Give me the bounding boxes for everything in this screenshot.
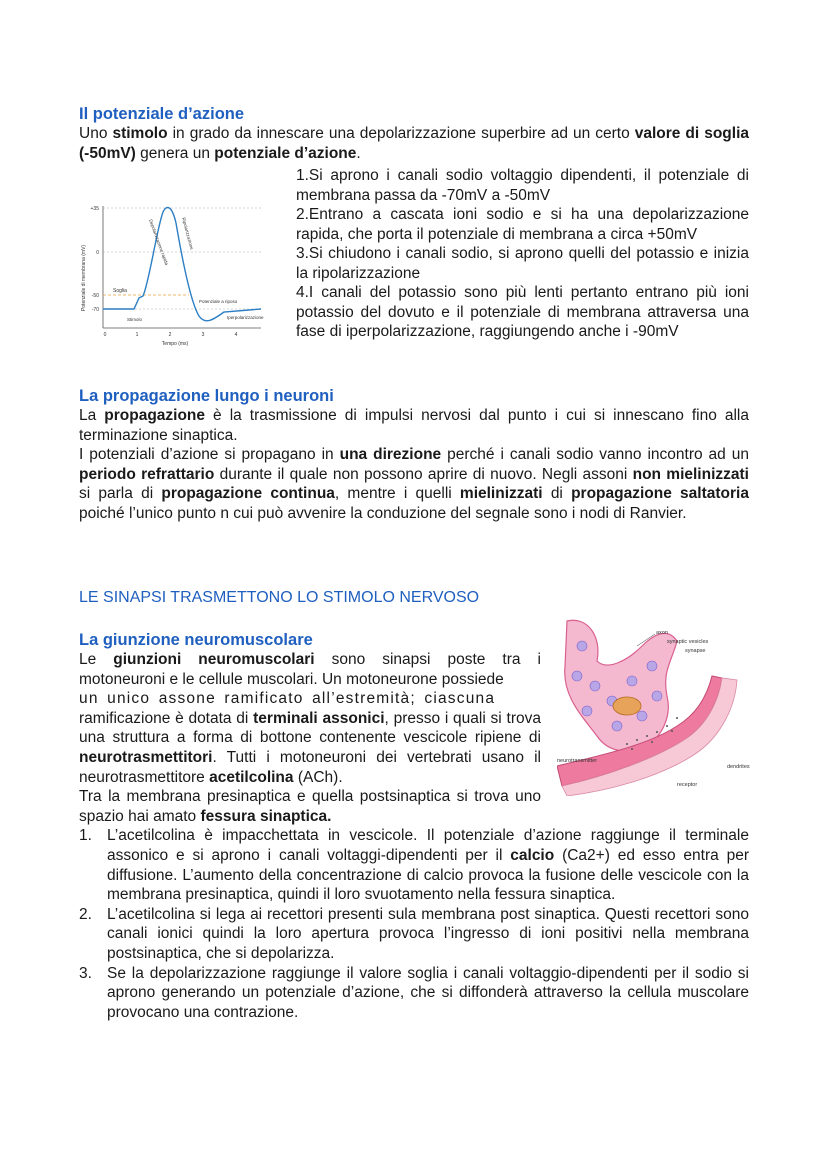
text: Le xyxy=(79,651,114,668)
bold-text: stimolo xyxy=(112,125,168,142)
text: (Ca2+) ed esso entra per diffusione. L’aumento della concentrazione di calcio provoca la fusione delle vescicole con la membrana presinaptica, quindi il loro svuotamento nella fessura sinaptica. xyxy=(107,846,749,904)
text: ramificazione è dotata di xyxy=(79,709,254,727)
text: . Tutti i motoneuroni dei vertebrati usano il neurotrasmettitore xyxy=(79,748,541,786)
text: Uno xyxy=(79,125,113,142)
section-title: La giunzione neuromuscolare xyxy=(79,631,313,649)
list-item xyxy=(79,905,749,964)
y-tick-label: +35 xyxy=(90,206,99,212)
text: durante il quale non possono aprire di nuovo. Negli assoni xyxy=(214,465,633,483)
stimulus-label: Stimolo xyxy=(127,317,143,322)
neurotransmitter-label: neurotransmitter xyxy=(557,758,598,764)
text: L’acetilcolina è impacchettata in vescicole. Il potenziale d’azione raggiunge il terminale assonico e si aprono i canali voltaggi-dipendenti per il xyxy=(107,827,749,864)
list-number: 2. xyxy=(79,905,92,923)
x-axis-label: Tempo (ms) xyxy=(161,341,189,347)
section-title: LE SINAPSI TRASMETTONO LO STIMOLO NERVOSO xyxy=(79,589,480,606)
list-number: 3. xyxy=(79,964,92,982)
bold-text: (-50mV) xyxy=(79,144,136,162)
paragraph xyxy=(79,406,749,445)
axon-label: axon xyxy=(656,630,668,636)
junction-intro xyxy=(79,630,541,826)
text: si parla di xyxy=(79,485,162,503)
step-paragraph: 1.Si aprono i canali sodio voltaggio dipendenti, il potenziale di membrana passa da -70mV a -50mV xyxy=(296,167,749,204)
dendrites-label: dendrites xyxy=(727,764,750,770)
text: sono sinapsi poste tra i motoneuroni e le cellule muscolari. Un motoneurone possiede xyxy=(79,651,541,688)
text: di xyxy=(542,485,572,503)
text: in grado da innescare una depolarizzazione superbire ad un certo xyxy=(167,125,635,142)
text: I potenziali d’azione si propagano in xyxy=(79,446,340,464)
y-tick-label: -50 xyxy=(91,293,99,299)
vesicles-label: synaptic vesicles xyxy=(667,639,709,645)
x-tick-label: 3 xyxy=(201,332,205,338)
hyperpolarization-label: Iperpolarizzazione xyxy=(227,315,264,320)
x-tick-label: 1 xyxy=(135,332,139,338)
section-synapses xyxy=(79,588,749,608)
step-paragraph: 4.I canali del potassio sono più lenti pertanto entrano più ioni potassio del dovuto e il potenziale di membrana attraversa una fase di iperpolarizzazione, raggiungendo anche i -90mV xyxy=(296,284,749,340)
bold-text: valore di soglia xyxy=(634,125,749,142)
paragraph-line: un unico assone ramificato all’estremità; ciascuna xyxy=(79,690,496,708)
junction-steps xyxy=(79,826,749,1022)
section-title: La propagazione lungo i neuroni xyxy=(79,387,334,405)
section-neuromuscular-junction xyxy=(79,630,749,1022)
step-paragraph: 3.Si chiudono i canali sodio, si aprono quelli del potassio e inizia la ripolarizzazione xyxy=(296,245,749,282)
text: Se la depolarizzazione raggiunge il valore soglia i canali voltaggio-dipendenti per il sodio si aprono generando un potenziale d’azione, che si diffonderà attraverso la cellula muscolare provocano una contrazione. xyxy=(107,964,749,1021)
paragraph xyxy=(79,650,541,689)
bold-text: una direzione xyxy=(339,446,442,464)
step-paragraph: 2.Entrano a cascata ioni sodio e si ha una depolarizzazione rapida, che porta il potenziale di membrana a circa +50mV xyxy=(296,206,749,243)
action-potential-curve xyxy=(103,207,261,320)
receptor-label: receptor xyxy=(677,782,698,788)
paragraph xyxy=(79,445,749,523)
paragraph xyxy=(79,787,541,826)
bold-text: mielinizzati xyxy=(459,485,543,503)
list-item xyxy=(79,826,749,904)
bold-text: terminali assonici xyxy=(253,709,385,727)
text: (ACh). xyxy=(293,768,343,786)
text: genera un xyxy=(135,144,215,162)
repolarization-label: Ripolarizzazione xyxy=(181,216,195,251)
bold-text: propagazione xyxy=(104,407,206,424)
action-potential-steps xyxy=(296,166,749,342)
text: , presso i quali si trova una struttura a forma di bottone contenente vescicole ripiene di xyxy=(79,709,541,747)
paragraph xyxy=(79,709,541,787)
text: . xyxy=(356,144,361,162)
bold-text: neurotrasmettitori xyxy=(79,748,213,766)
action-potential-figure xyxy=(79,188,265,348)
bold-text: non mielinizzati xyxy=(632,465,749,483)
synapse-label: synapse xyxy=(685,648,706,654)
bold-text: propagazione saltatoria xyxy=(571,485,749,503)
mitochondrion xyxy=(613,697,641,715)
threshold-label: Soglia xyxy=(113,288,127,294)
text: , mentre i quelli xyxy=(334,485,460,503)
text: L’acetilcolina si lega ai recettori presenti sula membrana post sinaptica. Questi recettori sono canali ionici quindi la loro apertura provoca l’ingresso di ioni positivi nella membrana postsinaptica, che si depolarizza. xyxy=(107,905,749,962)
resting-potential-label: Potenziale a riposo xyxy=(199,299,238,304)
depolarization-label: Depolarizzazione rapida xyxy=(148,218,170,266)
presynaptic-terminal xyxy=(565,620,677,751)
bold-text: acetilcolina xyxy=(209,768,294,786)
y-tick-label: -70 xyxy=(91,307,99,313)
x-tick-label: 4 xyxy=(234,332,238,338)
x-tick-label: 2 xyxy=(168,332,172,338)
synapse-figure xyxy=(557,616,753,796)
bold-text: potenziale d’azione xyxy=(214,144,357,162)
bold-text: periodo refrattario xyxy=(79,465,215,483)
intro-paragraph xyxy=(79,124,749,163)
list-number: 1. xyxy=(79,827,92,845)
bold-text: calcio xyxy=(510,846,555,864)
section-propagation xyxy=(79,386,749,524)
text: La xyxy=(79,407,105,424)
text: Tra la membrana presinaptica e quella postsinaptica si trova uno spazio hai amato xyxy=(79,788,541,825)
bold-text: propagazione continua xyxy=(161,485,335,503)
bold-text: giunzioni neuromuscolari xyxy=(113,651,315,668)
x-tick-label: 0 xyxy=(103,332,107,338)
bold-text: fessura sinaptica. xyxy=(200,807,332,825)
text: poiché l’unico punto n cui può avvenire la conduzione del segnale sono i nodi di Ranvier. xyxy=(79,504,687,522)
section-title: Il potenziale d’azione xyxy=(79,105,245,123)
list-item xyxy=(79,964,749,1023)
section-action-potential xyxy=(79,104,749,163)
text: è la trasmissione di impulsi nervosi dal punto i cui si innescano fino alla terminazione sinaptica. xyxy=(79,407,749,444)
text: perché i canali sodio vanno incontro ad un xyxy=(441,446,749,464)
y-tick-label: 0 xyxy=(96,250,99,256)
y-axis-label: Potenziale di membrana (mV) xyxy=(81,244,87,312)
